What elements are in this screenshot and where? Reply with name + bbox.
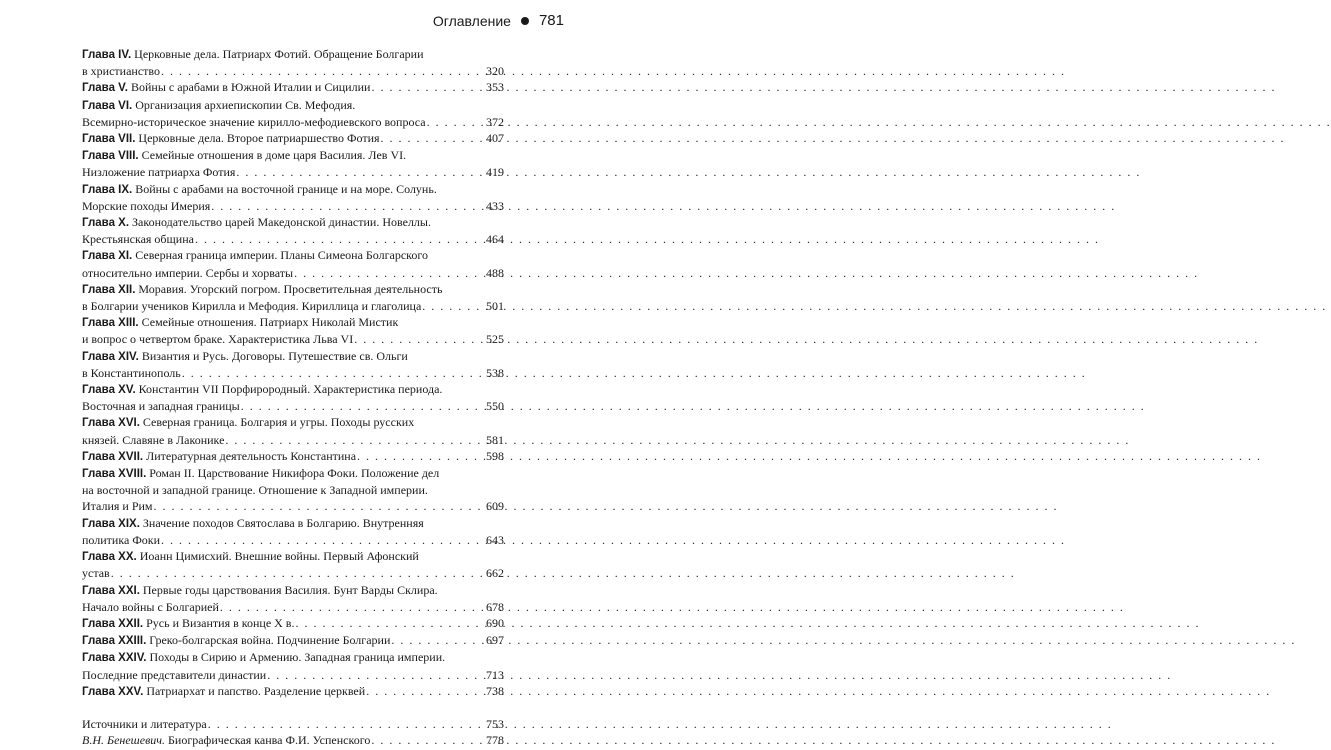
chapter-label: Глава XIX. [82,517,140,530]
toc-entry-ch24[interactable] [82,649,504,682]
toc-entry-ch20[interactable] [82,548,504,581]
chapter-title-line: Византия и Русь. Договоры. Путешествие св. Ольги [141,348,408,363]
chapter-title-line: Константин VII Порфирородный. Характеристика периода. [138,382,443,397]
chapter-label: Глава XIV. [82,350,139,363]
chapter-title-line: Литературная деятельность Константина [146,448,357,463]
chapter-title-line: в христианство [82,64,160,79]
page-number: 697 [486,633,504,648]
chapter-label: Глава XVIII. [82,468,147,481]
leader-dots [208,716,485,732]
chapter-label: Глава XI. [82,250,133,263]
chapter-title-line: князей. Славяне в Лаконике [82,432,225,447]
leader-dots [267,667,485,683]
leader-dots [211,198,485,214]
chapter-title-line: Патриархат и папство. Разделение церквей [146,683,366,698]
appendix-title: Биографическая канва Ф.И. Успенского [168,733,371,748]
page-number: 538 [486,365,504,380]
leader-dots [357,448,485,464]
leader-dots [427,114,485,130]
chapter-label: Глава IX. [82,183,133,196]
chapter-label: Глава X. [82,217,130,230]
page-number: 407 [486,131,504,146]
chapter-title-line: устав [82,566,110,581]
chapter-label: Глава V. [82,82,128,95]
page-number: 581 [486,432,504,447]
leader-dots [161,63,485,79]
toc-entry-ch7[interactable] [82,130,504,147]
chapter-label: Глава XXII. [82,617,144,630]
chapter-title-line: Церковные дела. Патриарх Фотий. Обращение Болгарии [134,47,424,61]
chapter-label: Глава XXIV. [82,652,147,665]
toc-entry-ch14[interactable] [82,348,504,381]
page-number: 372 [486,114,504,129]
page-number: 433 [486,198,504,213]
toc-entry-ch15[interactable] [82,381,504,414]
chapter-label: Глава XX. [82,551,137,564]
header-section-title: Оглавление [432,12,511,29]
chapter-title-line: Законодательство царей Македонской династии. Новеллы. [132,215,431,230]
page-number: 598 [486,448,504,463]
chapter-title-line: Крестьянская община [82,232,194,247]
chapter-label: Глава XVI. [82,417,140,430]
chapter-title-line: Иоанн Цимисхий. Внешние войны. Первый Афонский [139,549,419,564]
chapter-title-line: Последние представители династии [82,667,267,682]
leader-dots [294,265,485,281]
bullet-dot-icon [521,17,529,25]
page-number: 643 [486,532,504,547]
page-number: 419 [486,165,504,180]
toc-entry-ch6[interactable] [82,97,504,130]
chapter-label: Глава XIII. [82,317,139,330]
page-number: 609 [486,499,504,514]
page-number: 488 [486,265,504,280]
appendix-title: Источники и литература [82,716,207,731]
chapter-title-line: Всемирно-историческое значение кирилло-мефодиевского вопроса [82,114,426,129]
page-number: 501 [486,299,504,314]
toc-entry-ch10[interactable] [82,214,504,247]
leader-dots [366,683,485,699]
toc-entry-ch22[interactable] [82,615,504,632]
chapter-title-line: в Константинополь [82,365,181,380]
chapter-label: Глава XII. [82,283,136,296]
leader-dots [111,565,485,581]
chapter-title-line: Семейные отношения. Патриарх Николай Мистик [141,315,399,330]
chapter-title-line: Италия и Рим [82,499,153,514]
chapter-title-line: Низложение патриарха Фотия [82,165,236,180]
chapter-title-line: Начало войны с Болгарией [82,599,219,614]
page-number: 678 [486,599,504,614]
chapter-title-line: Греко-болгарская война. Подчинение Болгарии [149,633,391,648]
toc-entry-ch4[interactable] [82,46,504,79]
toc-entry-ch9[interactable] [82,181,504,214]
running-header [433,12,564,29]
chapter-label: Глава IV. [82,49,132,61]
page-number: 320 [486,64,504,79]
chapter-title-line: Северная граница империи. Планы Симеона Болгарского [135,248,429,263]
toc-entry-ch19[interactable] [82,515,504,548]
toc-entry-sources[interactable] [82,716,504,732]
toc-entry-ch25[interactable] [82,683,504,700]
page-number: 464 [486,232,504,247]
header-page-number: 781 [538,12,564,29]
toc-entry-ch18[interactable] [82,465,504,515]
leader-dots [381,130,485,146]
chapter-title-line: Церковные дела. Второе патриаршество Фотия [138,131,380,146]
chapter-label: Глава XV. [82,384,136,397]
leader-dots [220,599,485,615]
leader-dots [295,615,485,631]
chapter-title-line: Войны с арабами в Южной Италии и Сицилии [130,80,371,95]
leader-dots [195,231,485,247]
toc-entry-ch12[interactable] [82,281,504,314]
leader-dots [236,164,485,180]
chapter-title-line: Русь и Византия в конце X в. [146,615,295,630]
table-of-contents [82,46,504,748]
chapter-title-line: Семейные отношения в доме царя Василия. Лев VI. [141,148,407,163]
toc-entry-ch11[interactable] [82,247,504,280]
chapter-title-line: Организация архиепископии Св. Мефодия. [135,97,356,112]
leader-dots [241,398,485,414]
chapter-title-line: и вопрос о четвертом браке. Характеристика Льва VI [82,332,354,347]
leader-dots [161,532,485,548]
leader-dots [391,632,485,648]
appendix-author: В.Н. Бенешевич. [82,733,165,748]
leader-dots [154,498,485,514]
chapter-title-line: относительно империи. Сербы и хорваты [82,265,294,280]
chapter-label: Глава XXV. [82,685,144,698]
book-page [0,0,600,750]
chapter-title-line: Восточная и западная границы [82,399,240,414]
page-number: 778 [486,733,504,748]
chapter-title-line: Моравия. Угорский погром. Просветительная деятельность [138,281,443,296]
section-gap [82,700,504,716]
toc-entry-ch5[interactable] [82,79,504,96]
chapter-title-line: политика Фоки [82,532,161,547]
chapter-title-line: в Болгарии учеников Кирилла и Мефодия. Кириллица и глаголица [82,299,422,314]
leader-dots [182,365,485,381]
chapter-title-line: Походы в Сирию и Армению. Западная граница империи. [149,650,446,665]
toc-entry-ch17[interactable] [82,448,504,465]
chapter-title-line: Роман II. Царствование Никифора Фоки. Положение дел [149,466,440,481]
page-number: 713 [486,667,504,682]
chapter-label: Глава VIII. [82,150,139,163]
chapter-label: Глава VI. [82,99,133,112]
toc-entry-ch8[interactable] [82,147,504,180]
page-number: 738 [486,683,504,698]
chapter-label: Глава XVII. [82,450,144,463]
leader-dots [371,79,485,95]
toc-entry-biography[interactable] [82,732,504,748]
chapter-label: Глава XXIII. [82,635,147,648]
chapter-title-line: на восточной и западной границе. Отношение к Западной империи. [82,483,428,498]
chapter-title-line: Первые годы царствования Василия. Бунт Варды Склира. [142,582,438,597]
leader-dots [225,432,485,448]
page-number: 550 [486,399,504,414]
chapter-title-line: Значение походов Святослава в Болгарию. Внутренняя [142,515,424,530]
chapter-label: Глава XXI. [82,584,140,597]
leader-dots [371,732,485,748]
page-number: 753 [486,716,504,731]
toc-entry-ch16[interactable] [82,414,504,447]
chapter-title-line: Северная граница. Болгария и угры. Походы русских [142,415,415,430]
toc-entry-ch13[interactable] [82,314,504,347]
page-number: 525 [486,332,504,347]
toc-entry-ch21[interactable] [82,582,504,615]
toc-entry-ch23[interactable] [82,632,504,649]
leader-dots [422,298,485,314]
page-number: 662 [486,566,504,581]
page-number: 353 [486,80,504,95]
page-number: 690 [486,615,504,630]
chapter-title-line: Войны с арабами на восточной границе и на море. Солунь. [135,181,437,196]
chapter-title-line: Морские походы Имерия [82,198,211,213]
leader-dots [354,331,485,347]
chapter-label: Глава VII. [82,133,136,146]
